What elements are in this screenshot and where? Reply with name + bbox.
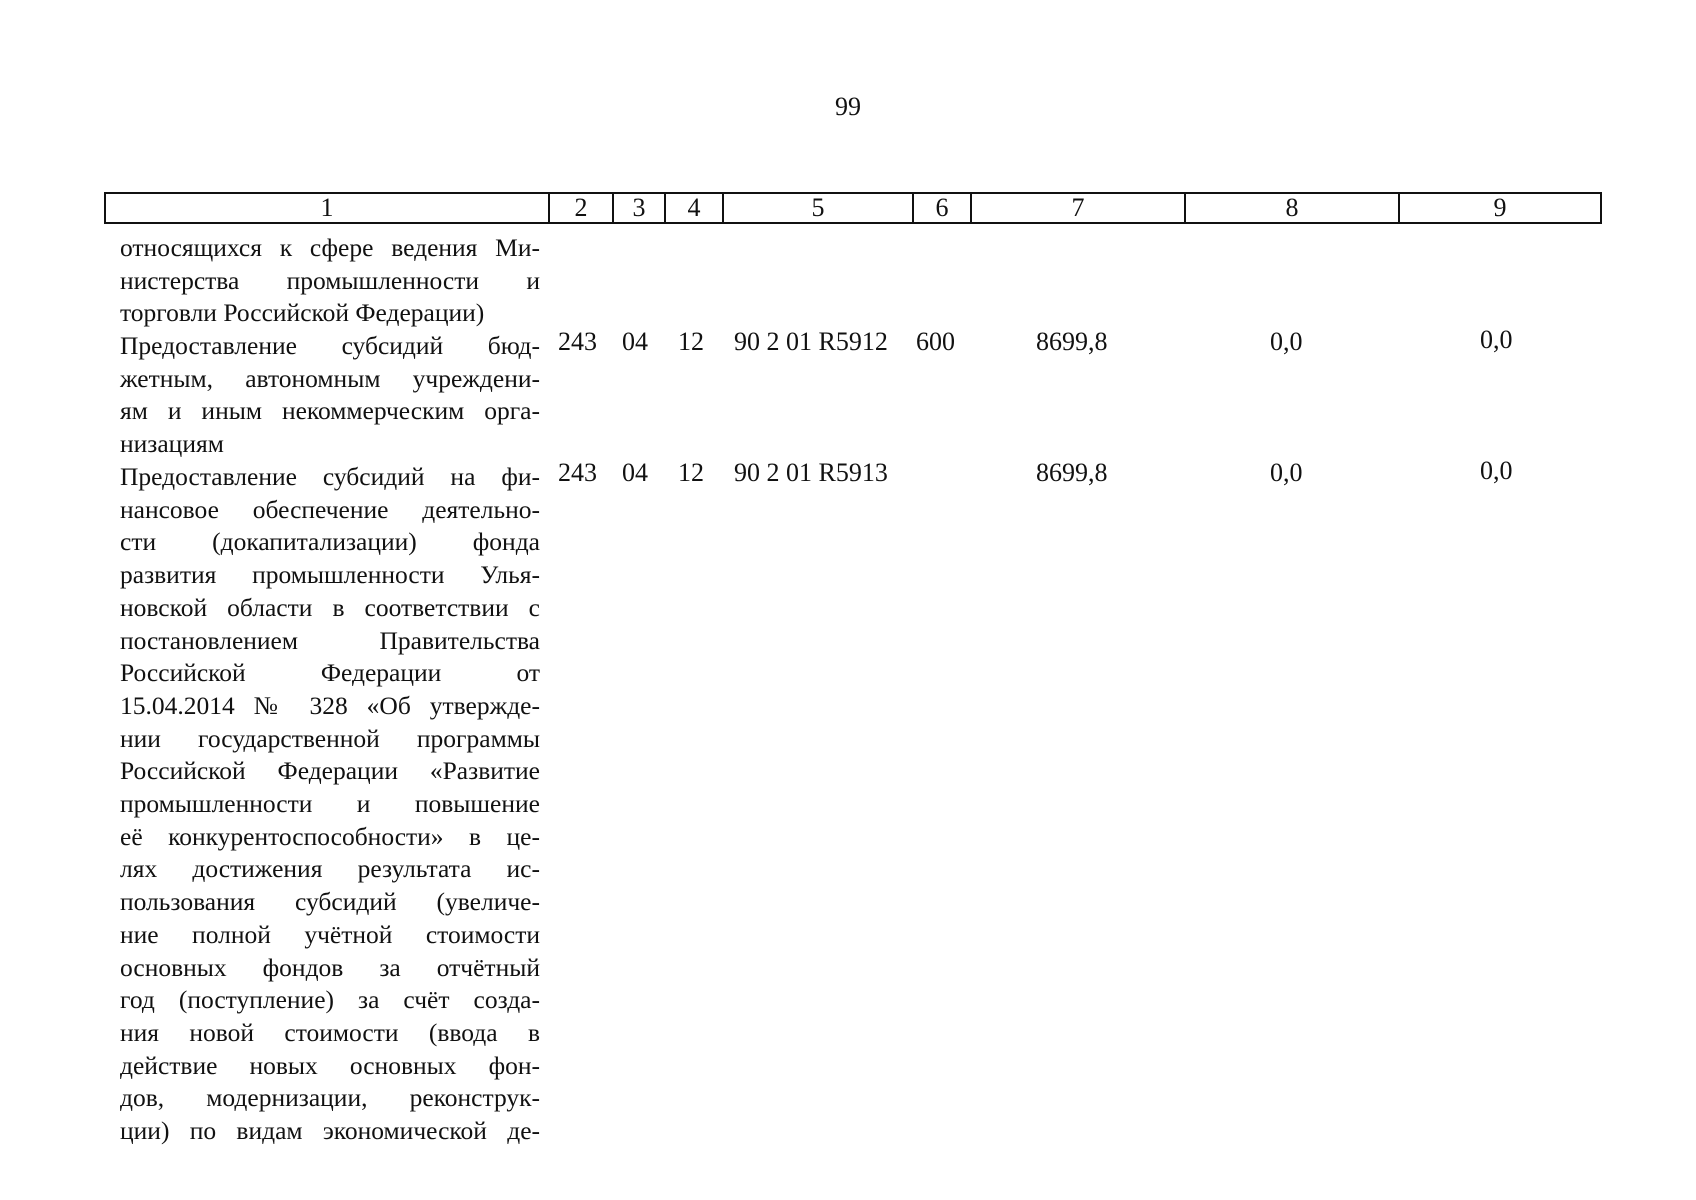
row-2-line-11: её конкурентоспособности» в це- (120, 821, 540, 851)
row-2-line-9: Российской Федерации «Развитие (120, 756, 540, 786)
row-2-description (120, 461, 540, 1148)
row-0-line-2: торговли Российской Федерации) (120, 298, 485, 328)
row-2-line-3: развития промышленности Улья- (120, 560, 540, 590)
row-1-col-7: 8699,8 (1036, 327, 1108, 356)
row-2-col-8: 0,0 (1270, 458, 1303, 487)
row-0-line-1: нистерства промышленности и (120, 265, 540, 295)
header-col-2: 2 (549, 193, 613, 223)
row-2-line-13: пользования субсидий (увеличе- (120, 887, 540, 917)
row-1-col-3: 04 (622, 327, 648, 356)
row-2-line-15: основных фондов за отчётный (120, 952, 540, 982)
row-2-line-10: промышленности и повышение (120, 789, 540, 819)
row-1-col-2: 243 (558, 327, 597, 356)
row-2-line-7: 15.04.2014 № 328 «Об утвержде- (120, 690, 540, 720)
row-2-col-5: 90 2 01 R5913 (734, 458, 888, 487)
row-2-line-18: действие новых основных фон- (120, 1050, 540, 1080)
row-2-col-9: 0,0 (1480, 456, 1513, 485)
row-2-line-8: нии государственной программы (120, 723, 540, 753)
row-1-description (120, 330, 540, 461)
row-2-line-17: ния новой стоимости (ввода в (120, 1017, 540, 1047)
header-col-4: 4 (665, 193, 723, 223)
row-2-col-2: 243 (558, 458, 597, 487)
header-col-7: 7 (971, 193, 1185, 223)
row-2-line-12: лях достижения результата ис- (120, 854, 540, 884)
row-0-line-0: относящихся к сфере ведения Ми- (120, 233, 540, 262)
row-2-line-6: Российской Федерации от (120, 658, 540, 688)
page-number: 99 (835, 92, 861, 121)
header-col-5: 5 (723, 193, 913, 223)
row-2-line-16: год (поступление) за счёт созда- (120, 985, 540, 1015)
header-col-3: 3 (613, 193, 665, 223)
row-1-col-9: 0,0 (1480, 325, 1513, 354)
header-col-1: 1 (105, 193, 549, 223)
row-2-line-1: нансовое обеспечение деятельно- (120, 494, 540, 524)
row-2-col-7: 8699,8 (1036, 458, 1108, 487)
header-col-6: 6 (913, 193, 971, 223)
row-1-line-1: жетным, автономным учреждени- (120, 363, 540, 393)
row-1-col-5: 90 2 01 R5912 (734, 327, 888, 356)
row-2-line-19: дов, модернизации, реконструк- (120, 1083, 540, 1113)
row-2-line-0: Предоставление субсидий на фи- (120, 462, 540, 491)
row-1-col-6: 600 (916, 327, 955, 356)
row-2-col-3: 04 (622, 458, 648, 487)
row-1-line-0: Предоставление субсидий бюд- (120, 331, 540, 360)
row-1-line-2: ям и иным некоммерческим орга- (120, 396, 540, 426)
row-1-col-8: 0,0 (1270, 327, 1303, 356)
header-col-8: 8 (1185, 193, 1399, 223)
row-2-col-4: 12 (678, 458, 704, 487)
row-2-line-5: постановлением Правительства (120, 625, 540, 655)
row-2-line-4: новской области в соответствии с (120, 592, 540, 622)
row-2-line-14: ние полной учётной стоимости (120, 919, 540, 949)
row-1-line-3: низациям (120, 429, 224, 459)
header-col-9: 9 (1399, 193, 1601, 223)
row-1-col-4: 12 (678, 327, 704, 356)
row-0-description (120, 232, 540, 330)
row-2-line-20: ции) по видам экономической де- (120, 1116, 540, 1146)
row-2-line-2: сти (докапитализации) фонда (120, 527, 540, 557)
column-number-header (104, 192, 1602, 224)
